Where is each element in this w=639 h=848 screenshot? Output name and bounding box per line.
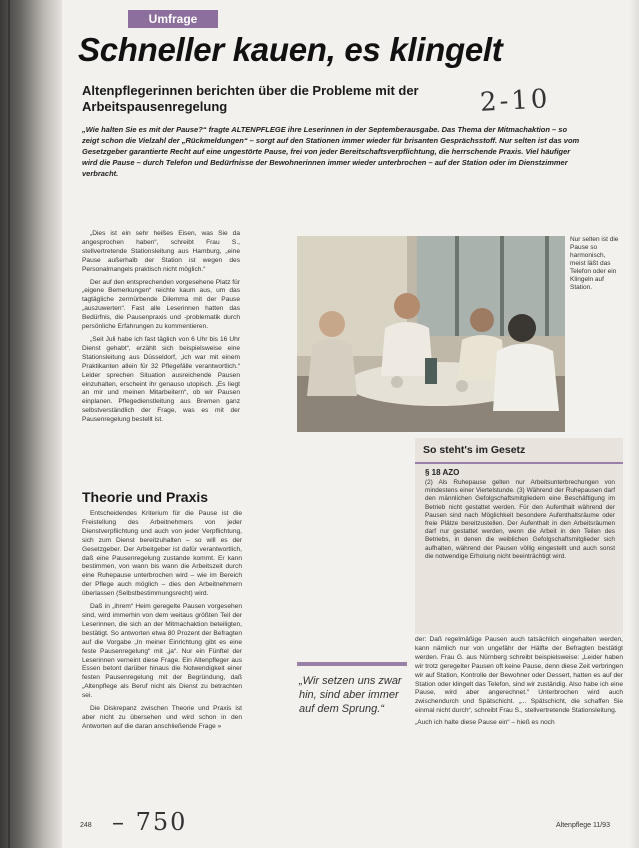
column-1-continued bbox=[82, 510, 242, 736]
law-paragraph-number: § 18 AZO bbox=[425, 468, 460, 477]
pull-quote-box bbox=[297, 662, 407, 766]
photo-caption: Nur selten ist die Pause so harmonisch, meist läßt das Telefon oder ein Klingeln auf Station. bbox=[570, 236, 619, 291]
page-shadow bbox=[629, 0, 639, 848]
headline: Schneller kauen, es klingelt bbox=[78, 31, 503, 68]
lead-paragraph: „Wie halten Sie es mit der Pause?“ fragte ALTENPFLEGE ihre Leserinnen in der Septemberausgabe. Das Thema der Mitmachaktion – so zeigt schon die Vielzahl der „Rückmeldungen“ – sorgt auf den Stationen immer wieder für brisanten Gesprächsstoff. Nur selten ist das vom Gesetzgeber garantierte Recht auf eine ungestörte Pause, frei von jeder Bereitschaftsverpflichtung, die herrschende Praxis. Viel häufiger wird die Pause – durch Telefon und Bedürfnisse der Bewohnerinnen immer wieder unterbrochen – auf der Station oder im Dienstzimmer verbracht. bbox=[82, 125, 580, 178]
pull-quote: „Wir setzen uns zwar hin, sind aber immer auf dem Sprung.“ bbox=[299, 675, 402, 715]
body-paragraph: „Dies ist ein sehr heißes Eisen, was Sie da angesprochen haben“, schreibt Frau S., stellvertretende Stationsleitung aus Hamburg, „eine Pause außerhalb der Station ist wegen des Personalmangels praktisch nicht möglich.“ bbox=[82, 230, 240, 273]
magazine-issue: Altenpflege 11/93 bbox=[556, 822, 610, 829]
body-paragraph: Daß in „ihrem“ Heim geregelte Pausen vorgesehen sind, wird immerhin von dem weitaus größten Teil der Leserinnen, die sich an der Mitmachaktion beteiligten, bestätigt. So antworten etwa 80 Prozent der Befragten auf die Vorgabe „In meiner Einrichtung gibt es eine feste Pausenregelung“ mit „ja“. Nur ein Fünftel der Leserinnen verneint diese Frage. Ein Altenpfleger aus Essen betont darüber hinaus die Notwendigkeit einer festen Pausenregelung mit der Begründung, daß „Altenpflege als Beruf nicht als Dienst zu betrachten sei. bbox=[82, 603, 242, 700]
body-paragraph: Der auf den entsprechenden vorgesehene Platz für „eigene Bemerkungen“ reichte kaum aus, um das tagtägliche zermürbende Dilemma mit der Pause „auszuwerten“. Fast alle Leserinnen hatten das Bedürfnis, die Pausenpraxis und -problematik durch persönliche Erfahrungen zu kommentieren. bbox=[82, 278, 240, 331]
body-paragraph: Die Diskrepanz zwischen Theorie und Praxis ist aber nicht zu übersehen und wird schon in den Antworten auf die daran anschließende Frage » bbox=[82, 705, 242, 730]
subheadline: Altenpflegerinnen berichten über die Probleme mit der Arbeitspausenregelung bbox=[82, 83, 419, 114]
section-kicker: Umfrage bbox=[128, 10, 218, 28]
column-1 bbox=[82, 230, 240, 429]
handwritten-note: 2-10 bbox=[479, 84, 552, 118]
law-box-text: (2) Als Ruhepause gelten nur Arbeitsunterbrechungen von mindestens einer Viertelstunde. (3) Während der Ruhepausen darf den männlichen Gefolgschaftsmitgliedern eine Beschäftigung im Betrieb nicht gestattet werden. Für den Aufenthalt während der Pausen sind nach Möglichkeit besondere Aufenthaltsräume oder freie Plätze bereitzustellen. Der Aufenthalt in den Arbeitsräumen darf nur gestattet werden, wenn die Arbeit in den Teilen des Betriebs, in denen die weiblichen Gefolgschaftsmitglieder sich aufhalten, während der Pausen völlig eingestellt und auch sonst die notwendige Erholung nicht beeinträchtigt wird. bbox=[425, 479, 615, 560]
body-paragraph: „Auch ich halte diese Pause ein“ – hieß es noch bbox=[415, 719, 555, 727]
body-paragraph: Entscheidendes Kriterium für die Pause ist die Freistellung des Arbeitnehmers von jeder Dienstverpflichtung und auch von jeder Verpflichtung, sich zum Dienst bereitzuhalten – so will es der Gesetzgeber. Der Arbeitgeber ist dafür verantwortlich, daß eine Pausenregelung zustande kommt. Er kann bestimmen, von wann bis wann die Arbeitszeit durch eine Ruhepause unterbrochen wird – wie im Bereich der Pflege auch möglich – dies den Arbeitnehmern überlassen (Selbstbestimmungsrecht) wird. bbox=[82, 510, 242, 598]
law-box-title: So steht's im Gesetz bbox=[423, 444, 526, 456]
body-paragraph: „Seit Juli habe ich fast täglich von 6 Uhr bis 16 Uhr Dienst gehabt“, erzählt sich beispielsweise eine Stationsleitung aus Düsseldorf, „ich war mit einem Praktikanten allein für 32 Pflegefälle verantwortlich.“ Leider sprechen Situation ausreichende Pausen einzuhalten, erscheint ihr genauso utopisch. „Es liegt an mir und meinen Mitarbeitern“, ob wir Pausen einplanen. Pflegedienstleitung aus Bremen ganz selbstverständlich der Frage, was es mit der Pausenregelung bestellt ist. bbox=[82, 335, 240, 424]
binding-edge bbox=[8, 0, 10, 848]
body-paragraph: der: Daß regelmäßige Pausen auch tatsächlich eingehalten werden, kann nämlich nur von ungefähr der Hälfte der Befragten bestätigt werden. Frau G. aus Nürnberg schreibt beispielsweise: „Leider haben wir trotz geregelter Pausen oft keine Pause, denn diese Zeit verbringen wir auf Station, Kontrolle der Bewohner oder Dessert, hatten es auf der Station oder klingelt das Telefon, sind wir zuständig. Also habe ich eine Pause, wird aber angerechnet.“ Unterbrochen wird auch zwischendurch und Spätschicht. „... Spätschicht, die schaffen Sie einmal nicht durch“, schreibt Frau S., stellvertretende Stationsleitung. bbox=[415, 636, 623, 715]
book-binding bbox=[0, 0, 62, 848]
handwritten-page-number: – 750 bbox=[112, 808, 188, 836]
photo-illustration bbox=[297, 236, 565, 432]
section-heading-theory: Theorie und Praxis bbox=[82, 489, 209, 505]
photo-nurses-break bbox=[297, 236, 565, 432]
law-box-divider bbox=[415, 462, 623, 464]
page-number: 248 bbox=[80, 822, 92, 829]
column-3 bbox=[415, 636, 623, 731]
law-box bbox=[415, 438, 623, 634]
